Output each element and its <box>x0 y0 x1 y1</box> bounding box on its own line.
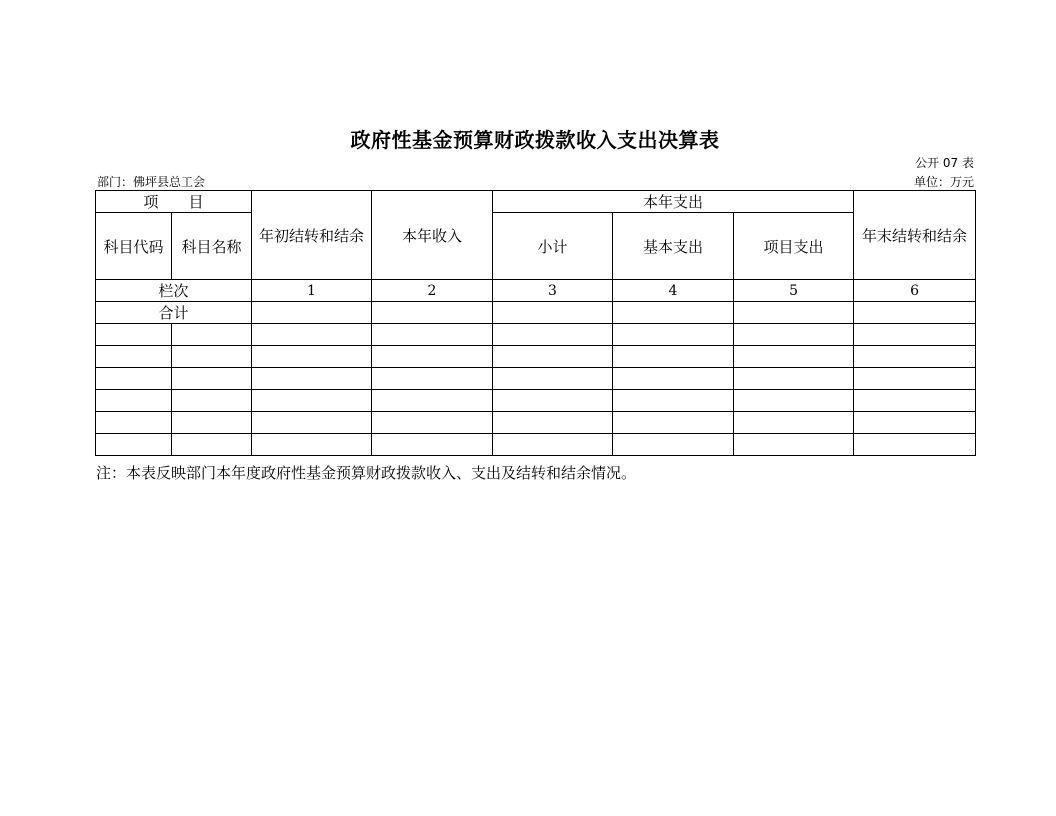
table-cell <box>493 324 613 346</box>
table-row <box>96 324 976 346</box>
table-cell <box>372 434 493 456</box>
column-number-1: 1 <box>252 280 372 302</box>
table-cell <box>734 434 854 456</box>
table-cell <box>493 302 613 324</box>
beginning-balance-header: 年初结转和结余 <box>252 191 372 280</box>
table-cell <box>613 390 734 412</box>
table-cell <box>613 368 734 390</box>
table-cell <box>172 346 252 368</box>
project-expenditure-header: 项目支出 <box>734 213 854 280</box>
column-index-label: 栏次 <box>96 280 252 302</box>
table-cell <box>734 302 854 324</box>
table-cell <box>172 434 252 456</box>
subtotal-header: 小计 <box>493 213 613 280</box>
column-number-2: 2 <box>372 280 493 302</box>
table-cell <box>252 346 372 368</box>
ending-balance-header: 年末结转和结余 <box>854 191 976 280</box>
table-cell <box>734 346 854 368</box>
basic-expenditure-header: 基本支出 <box>613 213 734 280</box>
table-cell <box>854 390 976 412</box>
table-cell <box>252 434 372 456</box>
total-row <box>96 302 976 324</box>
subject-code-header: 科目代码 <box>96 213 172 280</box>
table-cell <box>854 302 976 324</box>
table-cell <box>493 346 613 368</box>
annual-expenditure-header: 本年支出 <box>493 191 854 213</box>
table-cell <box>252 324 372 346</box>
column-number-4: 4 <box>613 280 734 302</box>
form-number: 公开 07 表 <box>915 156 974 170</box>
table-cell <box>613 302 734 324</box>
annual-income-header: 本年收入 <box>372 191 493 280</box>
table-cell <box>854 412 976 434</box>
table-cell <box>96 390 172 412</box>
table-cell <box>372 302 493 324</box>
table-cell <box>172 390 252 412</box>
column-number-5: 5 <box>734 280 854 302</box>
table-cell <box>96 412 172 434</box>
table-cell <box>734 390 854 412</box>
table-cell <box>854 324 976 346</box>
table-cell <box>372 368 493 390</box>
table-cell <box>613 434 734 456</box>
table-cell <box>854 434 976 456</box>
table-cell <box>96 346 172 368</box>
total-label: 合计 <box>96 302 252 324</box>
page-title: 政府性基金预算财政拨款收入支出决算表 <box>350 128 720 152</box>
table-cell <box>252 368 372 390</box>
department-label: 部门：佛坪县总工会 <box>97 175 206 189</box>
budget-table <box>95 190 976 456</box>
table-row <box>96 412 976 434</box>
table-cell <box>613 346 734 368</box>
table-cell <box>372 412 493 434</box>
table-cell <box>372 390 493 412</box>
subject-name-header: 科目名称 <box>172 213 252 280</box>
table-row <box>96 434 976 456</box>
table-row <box>96 346 976 368</box>
table-cell <box>493 434 613 456</box>
table-cell <box>252 302 372 324</box>
table-cell <box>96 324 172 346</box>
table-cell <box>613 324 734 346</box>
unit-label: 单位：万元 <box>913 175 974 189</box>
table-row <box>96 368 976 390</box>
table-cell <box>734 368 854 390</box>
table-cell <box>613 412 734 434</box>
table-cell <box>172 412 252 434</box>
table-cell <box>854 368 976 390</box>
table-cell <box>493 390 613 412</box>
table-cell <box>493 412 613 434</box>
table-cell <box>172 324 252 346</box>
table-cell <box>252 390 372 412</box>
column-number-3: 3 <box>493 280 613 302</box>
table-cell <box>734 412 854 434</box>
table-cell <box>96 434 172 456</box>
table-cell <box>372 346 493 368</box>
table-cell <box>96 368 172 390</box>
table-cell <box>734 324 854 346</box>
table-cell <box>252 412 372 434</box>
item-header: 项 目 <box>96 191 252 213</box>
table-footnote: 注：本表反映部门本年度政府性基金预算财政拨款收入、支出及结转和结余情况。 <box>96 464 637 482</box>
table-cell <box>172 368 252 390</box>
column-number-6: 6 <box>854 280 976 302</box>
table-cell <box>854 346 976 368</box>
table-row <box>96 390 976 412</box>
table-cell <box>493 368 613 390</box>
table-cell <box>372 324 493 346</box>
